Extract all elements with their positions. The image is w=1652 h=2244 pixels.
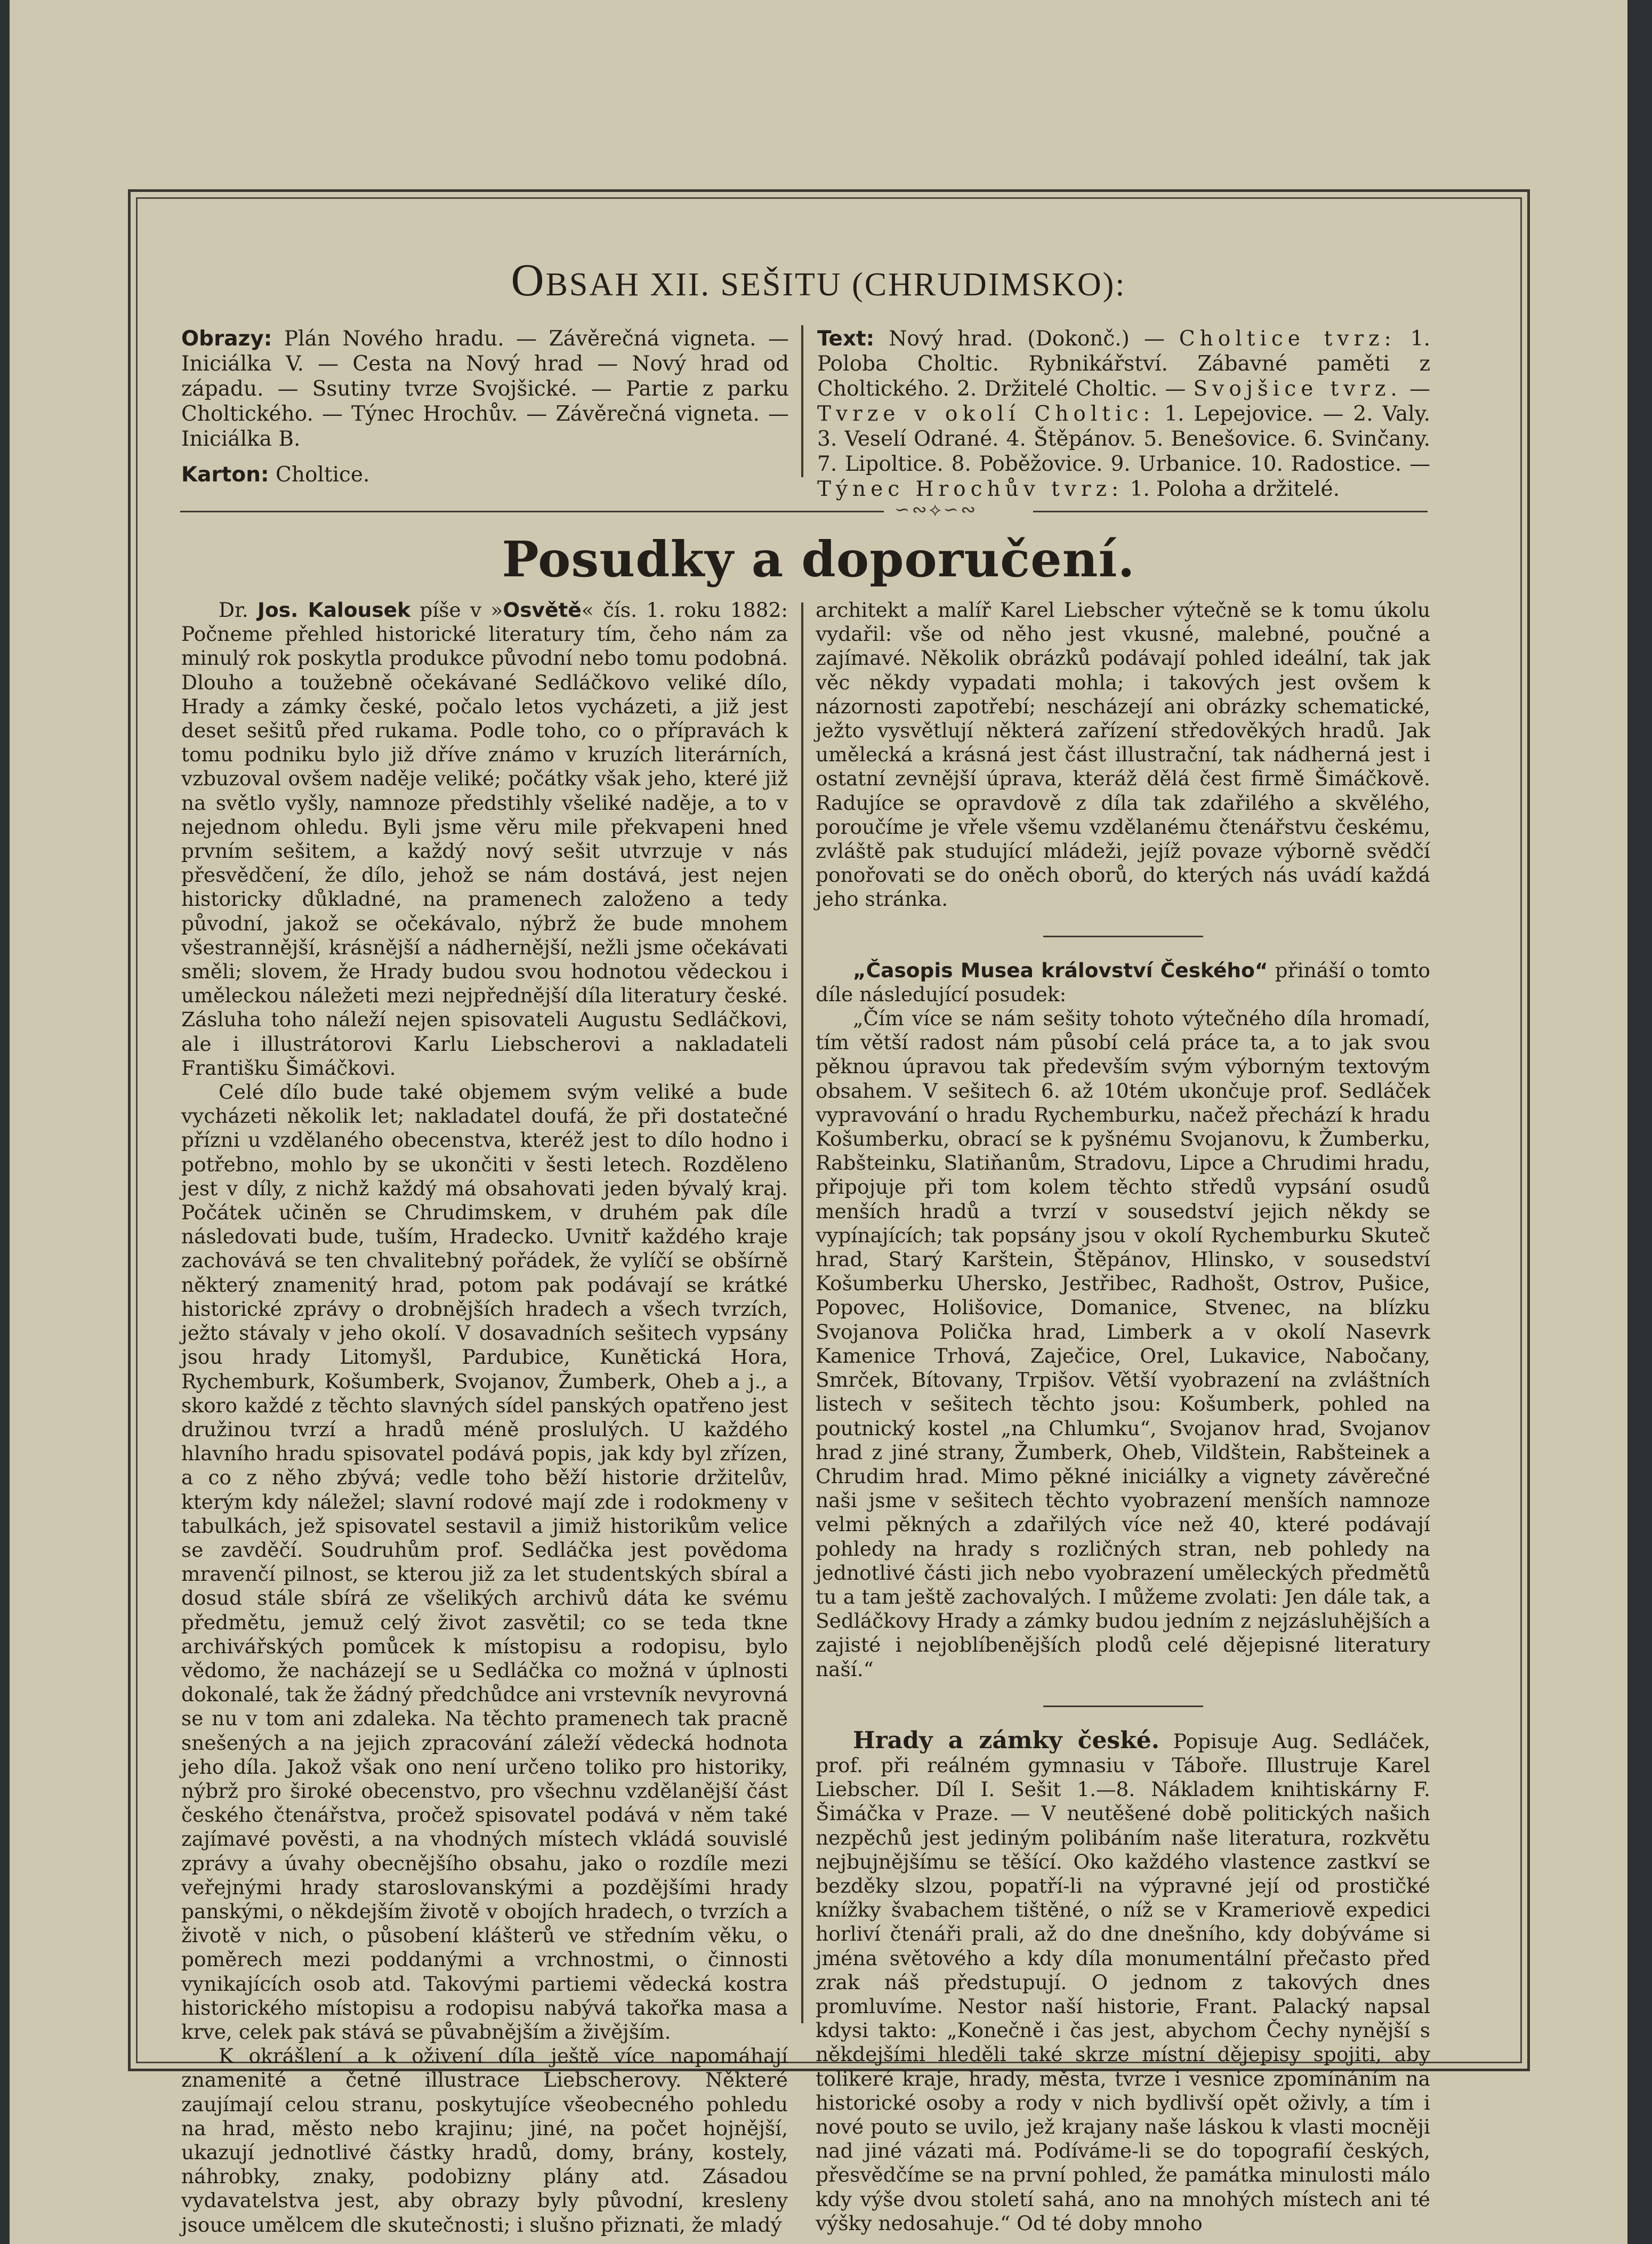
kalousek-text: « čís. 1. roku 1882: Počneme přehled historické literatury tím, čeho nám za minulý rok poskytla produkce původní nebo tomu podobná. Dlouho a toužebně očekávané Sedláčkovo veliké dílo, Hrady a zámky české, počalo letos vycházeti, a již jest deset sešitů před rukama. Podle toho, co o přípravách k tomu podniku bylo již dříve známo v kruzích literárních, vzbuzoval ovšem naděje veliké; počátky však jeho, které již na světlo vyšly, namnoze předstihly všeliké naděje, a to v nejednom ohledu. Byli jsme věru mile překvapeni hned prvním sešitem, a každý nový sešit utvrzuje v nás přesvědčení, že dílo, jehož se nám dostává, jest nejen historicky důkladné, na pramenech založeno a tedy původní, jakož se očekávalo, nýbrž že bude mnohem všestrannější, krásnější a nádhernější, nežli jsme očekávati směli; slovem, že Hrady budou svou hodnotou vědeckou i uměleckou náležeti mezi nejpřednější díla literatury české. Zásluha toho náleží nejen spisovateli Augustu Sedláčkovi, ale i illustrátorovi Karlu Liebscherovi a nakladateli Františku Šimáčkovi.	[181, 598, 788, 1080]
section-break-1	[1043, 936, 1203, 937]
karton-entry	[181, 462, 789, 487]
review-hrady	[816, 1728, 1430, 2235]
obrazy-entry	[181, 326, 789, 452]
contents-text	[817, 326, 1430, 502]
karton-text: Choltice.	[275, 463, 370, 487]
text-part3: 1. Lepejovice. — 2. Valy. 3. Veselí Odrané. 4. Štěpánov. 5. Benešovice. 6. Svinčany. 7. Lipoltice. 8. Poběžovice. 9. Urbanice. 10. Radostice. —	[817, 402, 1430, 476]
hrady-title: Hrady a zámky české.	[853, 1726, 1160, 1754]
text-part4: 1. Poloha a držitelé.	[1130, 477, 1340, 501]
right-column	[816, 598, 1430, 2235]
contents-images	[181, 326, 789, 487]
text-tvrze-okoli: Tvrze v okolí Choltic:	[817, 402, 1155, 426]
contents-divider	[801, 325, 803, 477]
left-column	[181, 598, 788, 2237]
contents-title-rest: BSAH XII. SEŠITU (CHRUDIMSKO):	[545, 267, 1126, 303]
ornament-line-left	[180, 511, 884, 512]
text-choltice-tvrz: Choltice tvrz:	[1179, 327, 1396, 351]
page	[10, 0, 1627, 2244]
obrazy-text: Plán Nového hradu. — Závěrečná vigneta. — Iniciálka V. — Cesta na Nový hrad — Nový hrad od západu. — Ssutiny tvrze Svojšické. — Partie z parku Choltického. — Týnec Hrochův. — Závěrečná vigneta. — Iniciálka B.	[181, 327, 789, 451]
section-heading: Posudky a doporučení.	[502, 530, 1135, 588]
text-part2: 1. Poloba Choltic. Rybnikářství. Zábavné paměti z Choltického. 2. Držitelé Choltic. —	[817, 327, 1430, 401]
kalousek-prefix: Dr.	[219, 598, 248, 622]
review-kalousek	[181, 598, 788, 1080]
ornament-flourish-icon: ∽∾⟡∽∾	[895, 499, 978, 520]
kalousek-paragraph-3: K okrášlení a k oživení díla ještě více napomáhají znamenité a četné illustrace Liebscherovy. Některé zaujímají celou stranu, poskytujíce všeobecného pohledu na hrad, město nebo krajinu; jiné, na počet hojnější, ukazují jednotlivé částky hradů, domy, brány, kostely, náhrobky, znaky, podobizny plány atd. Zásadou vydavatelstva jest, aby obrazy byly původní, kresleny jsouce umělcem dle skutečnosti; i slušno přiznati, že mladý	[181, 2044, 788, 2237]
text-svojsice: Svojšice tvrz.	[1193, 377, 1402, 401]
text-part1: Nový hrad. (Dokonč.) —	[889, 327, 1165, 351]
kalousek-author: Jos. Kalousek	[257, 598, 411, 622]
hrady-text: Popisuje Aug. Sedláček, prof. při reálném gymnasiu v Táboře. Illustruje Karel Liebscher. Díl I. Sešit 1.—8. Nákladem knihtiskárny F. Šimáčka v Praze. — V neutěšené době politických našich nezpěchů jest jediným polibáním naše literatura, rozkvětu nejbujnějšímu se těšící. Oko každého vlastence zastkví se bezděky slzou, popatří-li na výpravné její od prostičké knížky švabachem tištěné, o níž se v Krameriově expedici horliví čtenáři prali, až do dne dnešního, kdy dobýváme si jména světového a kdy díla monumentální přečasto před zrak náš předstupují. O jednom z takových dnes promluvíme. Nestor naší historie, Frant. Palacký napsal kdysi takto: „Konečně i čas jest, abychom Čechy nynější s někdejšími hleděli také skrze místní dějepisy spojiti, aby tolikeré kraje, hrady, města, tvrze i vesnice zpomínáním na historické osoby a rody v nich bydlivší opět oživly, a tím i nové pouto se uvilo, jež krajany naše láskou k vlasti mocněji nad jiné vázati má. Podíváme-li se do topografií českých, přesvědčíme se na první pohled, že památka minulosti málo kdy výše dvou století sahá, ano na mnohých místech ani té výšky nedosahuje.“ Od té doby mnoho	[816, 1729, 1430, 2235]
review-casopis	[816, 959, 1430, 1007]
kalousek-continuation: architekt a malíř Karel Liebscher výtečně se k tomu úkolu vydařil: vše od něho jest vkusné, malebné, poučné a zajímavé. Několik obrázků podávají pohled ideální, tak jak věc někdy vypadati mohla; i takových jest ovšem k názornosti zapotřebí; nescházejí ani obrázky schematické, ježto vysvětlují některá zařízení středověkých hradů. Jak umělecká a krásná jest část illustrační, tak nádherná jest i ostatní zevnější úprava, kteráž dělá čest firmě Šimáčkově. Radujíce se opravdově z díla tak zdařilého a skvělého, poroučíme je vřele všemu vzdělanému čtenářstvu českému, zvláště pak studující mládeži, jejíž povaze výborně svědčí ponořovati se do oněch oborů, do kterých nás uvádí každá jeho stránka.	[816, 598, 1430, 911]
contents-title	[10, 253, 1627, 307]
kalousek-paragraph-2: Celé dílo bude také objemem svým veliké a bude vycházeti několik let; nakladatel doufá, že při dostatečné přízni u vzdělaného obecenstva, kteréž jest to dílo hodno i potřebno, mohlo by se ukončiti v šesti letech. Rozděleno jest v díly, z nichž každý má obsahovati jeden bývalý kraj. Počátek učiněn se Chrudimskem, v druhém pak díle následovati bude, tuším, Hradecko. Uvnitř každého kraje zachovává se ten chvalitebný pořádek, že vylíčí se obšírně některý znamenitý hrad, potom pak podávají se krátké historické zprávy o drobnějších hradech a všech tvrzích, ježto stávaly v jeho okolí. V dosavadních sešitech vypsány jsou hrady Litomyšl, Pardubice, Kunětická Hora, Rychemburk, Košumberk, Svojanov, Žumberk, Oheb a j., a skoro každé z těchto slavných sídel panských opatřeno jest družinou tvrzí a hradů méně proslulých. U každého hlavního hradu spisovatel podává popis, jak kdy byl zřízen, a co z něho zbývá; vedle toho běží historie držitelův, kterým kdy náležel; slavní rodové mají zde i rodokmeny v tabulkách, jež spisovatel sestavil a jimiž historikům velice se zavděčí. Soudruhům prof. Sedláčka jest povědoma mravenčí pilnost, se kterou již za let studentských sbíral a dosud stále sbírá ze všelikých archivů dáta ke svému předmětu, jemuž celý život zasvětil; co se teda tkne archivářských pomůcek k místopisu a rodopisu, bylo vědomo, že nacházejí se u Sedláčka co možná v úplnosti dokonalé, tak že žádný předchůdce ani vrstevník nevyrovná se nu v tom ani zdaleka. Na těchto pramenech tak pracně snešených a na jejich zpracování záleží vědecká hodnota jeho díla. Jakož však ono není určeno toliko pro historiky, nýbrž pro široké obecenstvo, pro všechnu vzdělanější část českého čtenářstva, pročež spisovatel podává v něm také zajímavé pověsti, a na vhodných místech vkládá souvislé zprávy a úvahy obecnějšího obsahu, jako o rozdíle mezi veřejnými hrady staroslovanskými a pozdějšími hrady panskými, o někdejším životě v obojích hradech, o tvrzích a životě v nich, o působení klášterů ve středním věku, o poměrech mezi poddanými a vrchnostmi, o činnosti vynikajících osob atd. Takovými partiemi vědecká kostra historického místopisu a rodopisu nabývá takořka masa a krve, celek pak stává se půvabnějším a živějším.	[181, 1080, 788, 2044]
casopis-intro: přináší o tomto díle následující posudek:	[816, 958, 1430, 1006]
contents-title-initial: O	[511, 254, 546, 305]
karton-label: Karton:	[181, 463, 269, 487]
column-divider	[801, 602, 803, 2023]
obrazy-label: Obrazy:	[181, 327, 272, 351]
casopis-title: „Časopis Musea království Českého“	[853, 958, 1268, 982]
text-dash: —	[1409, 377, 1430, 401]
text-tynec: Týnec Hrochův tvrz:	[817, 477, 1124, 501]
section-break-2	[1043, 1706, 1203, 1707]
ornament-line-right	[1033, 511, 1428, 512]
text-label: Text:	[817, 327, 875, 351]
kalousek-mid: píše v »	[420, 598, 503, 622]
ornament-divider	[180, 499, 1428, 520]
casopis-quote: „Čím více se nám sešity tohoto výtečného díla hromadí, tím větší radost nám působí celá práce ta, a to jak svou pěknou úpravou tak především svým výborným textovým obsahem. V sešitech 6. až 10tém ukončuje prof. Sedláček vypravování o hradu Rychemburku, načež přechází k hradu Košumberku, obrací se k pyšnému Svojanovu, k Žumberku, Rabšteinku, Slatiňanům, Stradovu, Lipce a Chrudimi hradu, připojuje při tom kolem těchto středů vypsání osudů menších hradů a tvrzí v sousedství jejich někdy se vypínajících; tak popsány jsou v okolí Rychemburku Skuteč hrad, Starý Karštein, Štěpánov, Hlinsko, v sousedství Košumberku Uhersko, Jestřibec, Radhošt, Ostrov, Pušice, Popovec, Holišovice, Domanice, Stvenec, na blízku Svojanova Polička hrad, Limberk a v okolí Nasevrk Kamenice Trhová, Zaječice, Orel, Lukavice, Nabočany, Smrček, Bítovany, Trpišov. Větší vyobrazení na zvláštních listech v sešitech těchto jsou: Košumberk, pohled na poutnický kostel „na Chlumku“, Svojanov hrad, Svojanov hrad z jiné strany, Žumberk, Oheb, Vildštein, Rabšteinek a Chrudim hrad. Mimo pěkné iniciálky a vignety závěrečné naši jsme v sešitech těchto vyobrazení menších namnoze velmi pěkných a zdařilých více než 40, které podávají pohledy na hrady s rozličných stran, neb pohledy na jednotlivé části jich nebo vyobrazení uměleckých předmětů tu a tam ještě zachovalých. I můžeme zvolati: Jen dále tak, a Sedláčkovy Hrady a zámky budou jedním z nejzásluhějších a zajisté i nejoblíbenějších plodů celé dějepisné literatury naší.“	[816, 1007, 1430, 1681]
kalousek-journal: Osvětě	[503, 598, 582, 622]
